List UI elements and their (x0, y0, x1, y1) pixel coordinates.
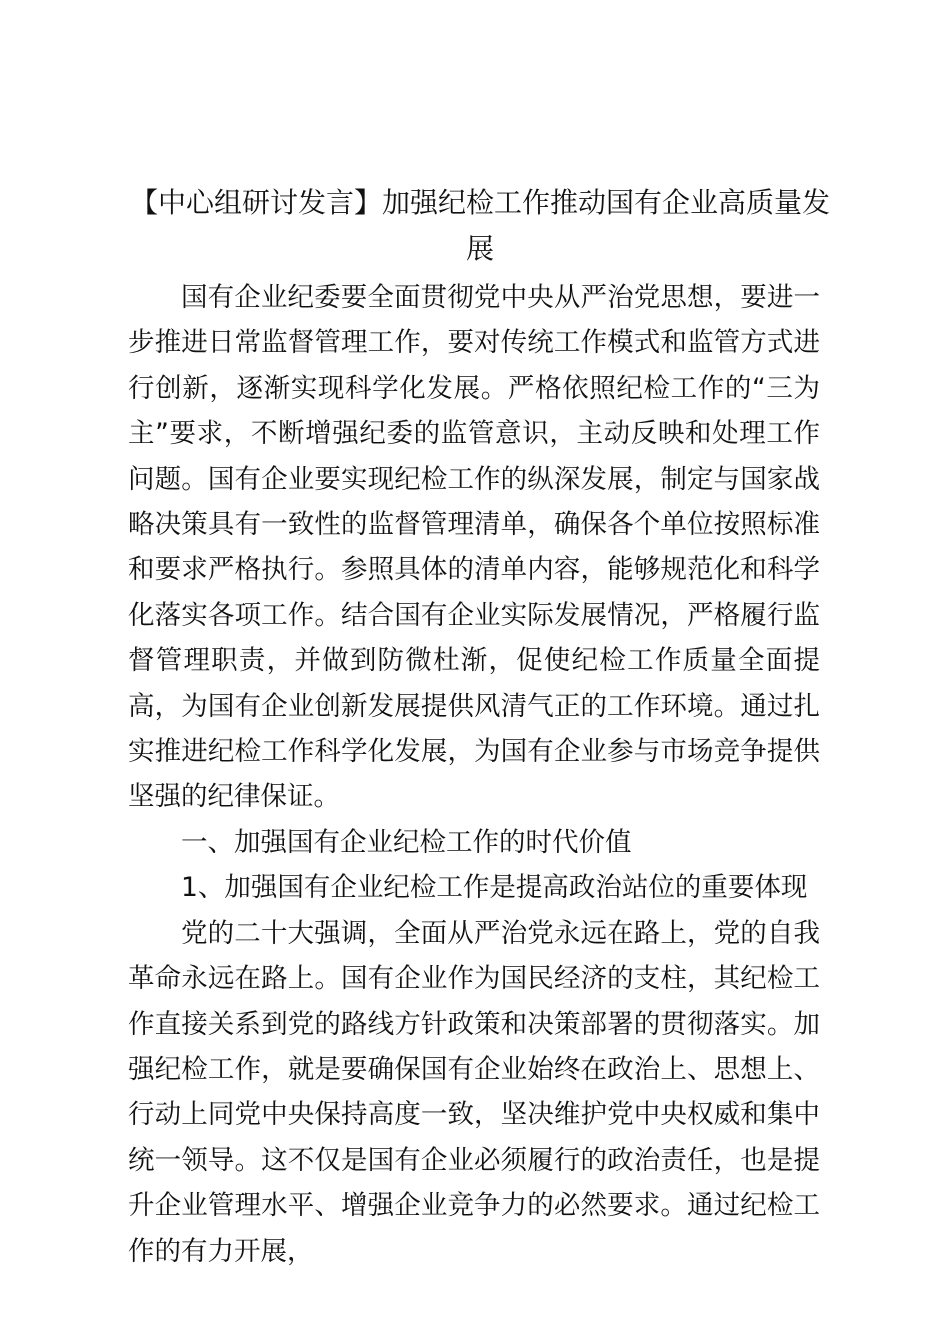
document-title: 【中心组研讨发言】加强纪检工作推动国有企业高质量发展 (129, 186, 830, 265)
section-heading: 一、加强国有企业纪检工作的时代价值 (181, 826, 632, 858)
paragraph: 党的二十大强调，全面从严治党永远在路上，党的自我革命永远在路上。国有企业作为国民经济的支柱，其纪检工作直接关系到党的路线方针政策和决策部署的贯彻落实。加强纪检工作，就是要确保国有企业始终在政治上、思想上、行动上同党中央保持高度一致，坚决维护党中央权威和集中统一领导。这不仅是国有企业必须履行的政治责任，也是提升企业管理水平、增强企业竞争力的必然要求。通过纪检工作的有力开展， (128, 917, 820, 1267)
subsection-heading: 1、加强国有企业纪检工作是提高政治站位的重要体现 (181, 872, 808, 904)
document-body (128, 275, 820, 1274)
paragraph: 国有企业纪委要全面贯彻党中央从严治党思想，要进一步推进日常监督管理工作，要对传统工作模式和监管方式进行创新，逐渐实现科学化发展。严格依照纪检工作的“三为主”要求，不断增强纪委的监管意识，主动反映和处理工作问题。国有企业要实现纪检工作的纵深发展，制定与国家战略决策具有一致性的监督管理清单，确保各个单位按照标准和要求严格执行。参照具体的清单内容，能够规范化和科学化落实各项工作。结合国有企业实际发展情况，严格履行监督管理职责，并做到防微杜渐，促使纪检工作质量全面提高，为国有企业创新发展提供风清气正的工作环境。通过扎实推进纪检工作科学化发展，为国有企业参与市场竞争提供坚强的纪律保证。 (128, 282, 820, 813)
